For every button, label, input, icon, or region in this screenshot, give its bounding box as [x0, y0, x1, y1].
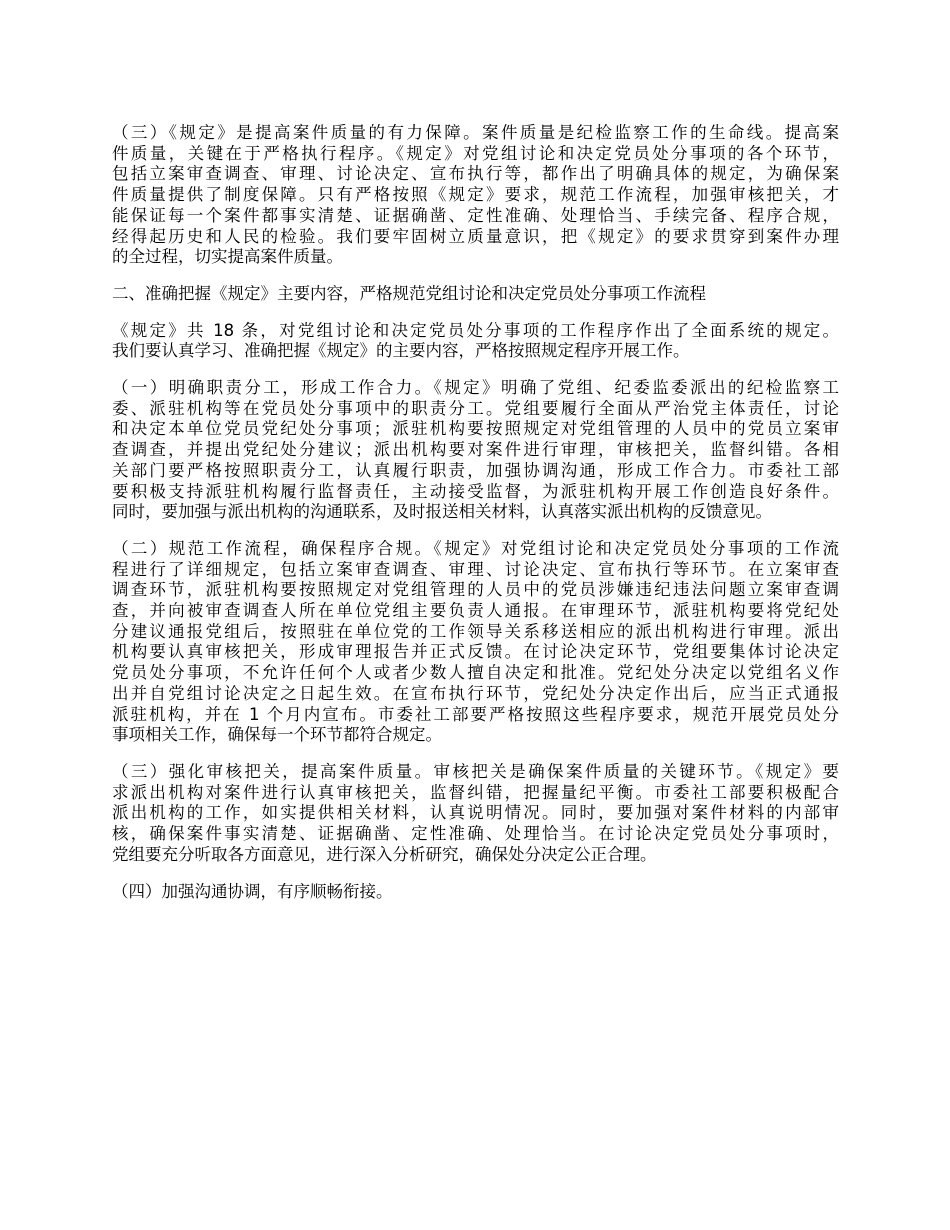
text-line: 的全过程，切实提高案件质量。: [112, 247, 343, 267]
text-line: 查，并向被审查调查人所在单位党组主要负责人通报。在审理环节，派驻机构要将党纪处: [112, 601, 839, 621]
text-line: （四）加强沟通协调，有序顺畅衔接。: [112, 881, 393, 901]
section-heading: [112, 284, 839, 305]
text-line: （一）明确职责分工，形成工作合力。《规定》明确了党组、纪委监委派出的纪检监察工: [112, 378, 839, 398]
text-line: （三）强化审核把关，提高案件质量。审核把关是确保案件质量的关键环节。《规定》要: [112, 761, 839, 781]
text-line: 机构要认真审核把关，形成审理报告并正式反馈。在讨论决定环节，党组要集体讨论决定: [112, 642, 839, 662]
text-line: 件质量，关键在于严格执行程序。《规定》对党组讨论和决定党员处分事项的各个环节，: [112, 143, 839, 163]
text-line: 我们要认真学习、准确把握《规定》的主要内容，严格按照规定程序开展工作。: [112, 341, 690, 361]
text-line: 委、派驻机构等在党员处分事项中的职责分工。党组要履行全面从严治党主体责任，讨论: [112, 398, 839, 418]
paragraph: [112, 123, 839, 268]
text-line: 能保证每一个案件都事实清楚、证据确凿、定性准确、处理恰当、手续完备、程序合规，: [112, 205, 839, 225]
text-line: 查调查，并提出党纪处分建议；派出机构要对案件进行审理，审核把关，监督纠错。各相: [112, 440, 839, 460]
text-line: 和决定本单位党员党纪处分事项；派驻机构要按照规定对党组管理的人员中的党员立案审: [112, 419, 839, 439]
text-line: 要积极支持派驻机构履行监督责任，主动接受监督，为派驻机构开展工作创造良好条件。: [112, 481, 839, 501]
text-line: 事项相关工作，确保每一个环节都符合规定。: [112, 725, 442, 745]
text-line: 党员处分事项，不允许任何个人或者少数人擅自决定和批准。党纪处分决定以党组名义作: [112, 663, 839, 683]
text-line: 核，确保案件事实清楚、证据确凿、定性准确、处理恰当。在讨论决定党员处分事项时，: [112, 824, 839, 844]
text-line: 出并自党组讨论决定之日起生效。在宣布执行环节，党纪处分决定作出后，应当正式通报: [112, 683, 839, 703]
paragraph: [112, 882, 839, 903]
paragraph: [112, 321, 839, 362]
paragraph: [112, 539, 839, 746]
text-line: 派出机构的工作，如实提供相关材料，认真说明情况。同时，要加强对案件材料的内部审: [112, 803, 839, 823]
text-line: 包括立案审查调查、审理、讨论决定、宣布执行等，都作出了明确具体的规定，为确保案: [112, 164, 839, 184]
text-line: 分建议通报党组后，按照驻在单位党的工作领导关系移送相应的派出机构进行审理。派出: [112, 621, 839, 641]
text-line: 二、准确把握《规定》主要内容，严格规范党组讨论和决定党员处分事项工作流程: [112, 283, 706, 303]
text-line: 《规定》共 18 条，对党组讨论和决定党员处分事项的工作程序作出了全面系统的规定。: [112, 320, 839, 340]
paragraph: [112, 762, 839, 866]
document-page: [112, 123, 839, 918]
text-line: 件质量提供了制度保障。只有严格按照《规定》要求，规范工作流程，加强审核把关，才: [112, 185, 839, 205]
text-line: 同时，要加强与派出机构的沟通联系，及时报送相关材料，认真落实派出机构的反馈意见。: [112, 502, 772, 522]
text-line: （三）《规定》是提高案件质量的有力保障。案件质量是纪检监察工作的生命线。提高案: [112, 123, 839, 142]
text-line: 关部门要严格按照职责分工，认真履行职责，加强协调沟通，形成工作合力。市委社工部: [112, 460, 839, 480]
text-line: 调查环节，派驻机构要按照规定对党组管理的人员中的党员涉嫌违纪违法问题立案审查调: [112, 580, 839, 600]
text-line: 党组要充分听取各方面意见，进行深入分析研究，确保处分决定公正合理。: [112, 844, 657, 864]
text-line: （二）规范工作流程，确保程序合规。《规定》对党组讨论和决定党员处分事项的工作流: [112, 538, 839, 558]
text-line: 程进行了详细规定，包括立案审查调查、审理、讨论决定、宣布执行等环节。在立案审查: [112, 559, 839, 579]
text-line: 派驻机构，并在 1 个月内宣布。市委社工部要严格按照这些程序要求，规范开展党员处分: [112, 704, 839, 724]
paragraph: [112, 378, 839, 523]
text-line: 经得起历史和人民的检验。我们要牢固树立质量意识，把《规定》的要求贯穿到案件办理: [112, 226, 839, 246]
text-line: 求派出机构对案件进行认真审核把关，监督纠错，把握量纪平衡。市委社工部要积极配合: [112, 782, 839, 802]
